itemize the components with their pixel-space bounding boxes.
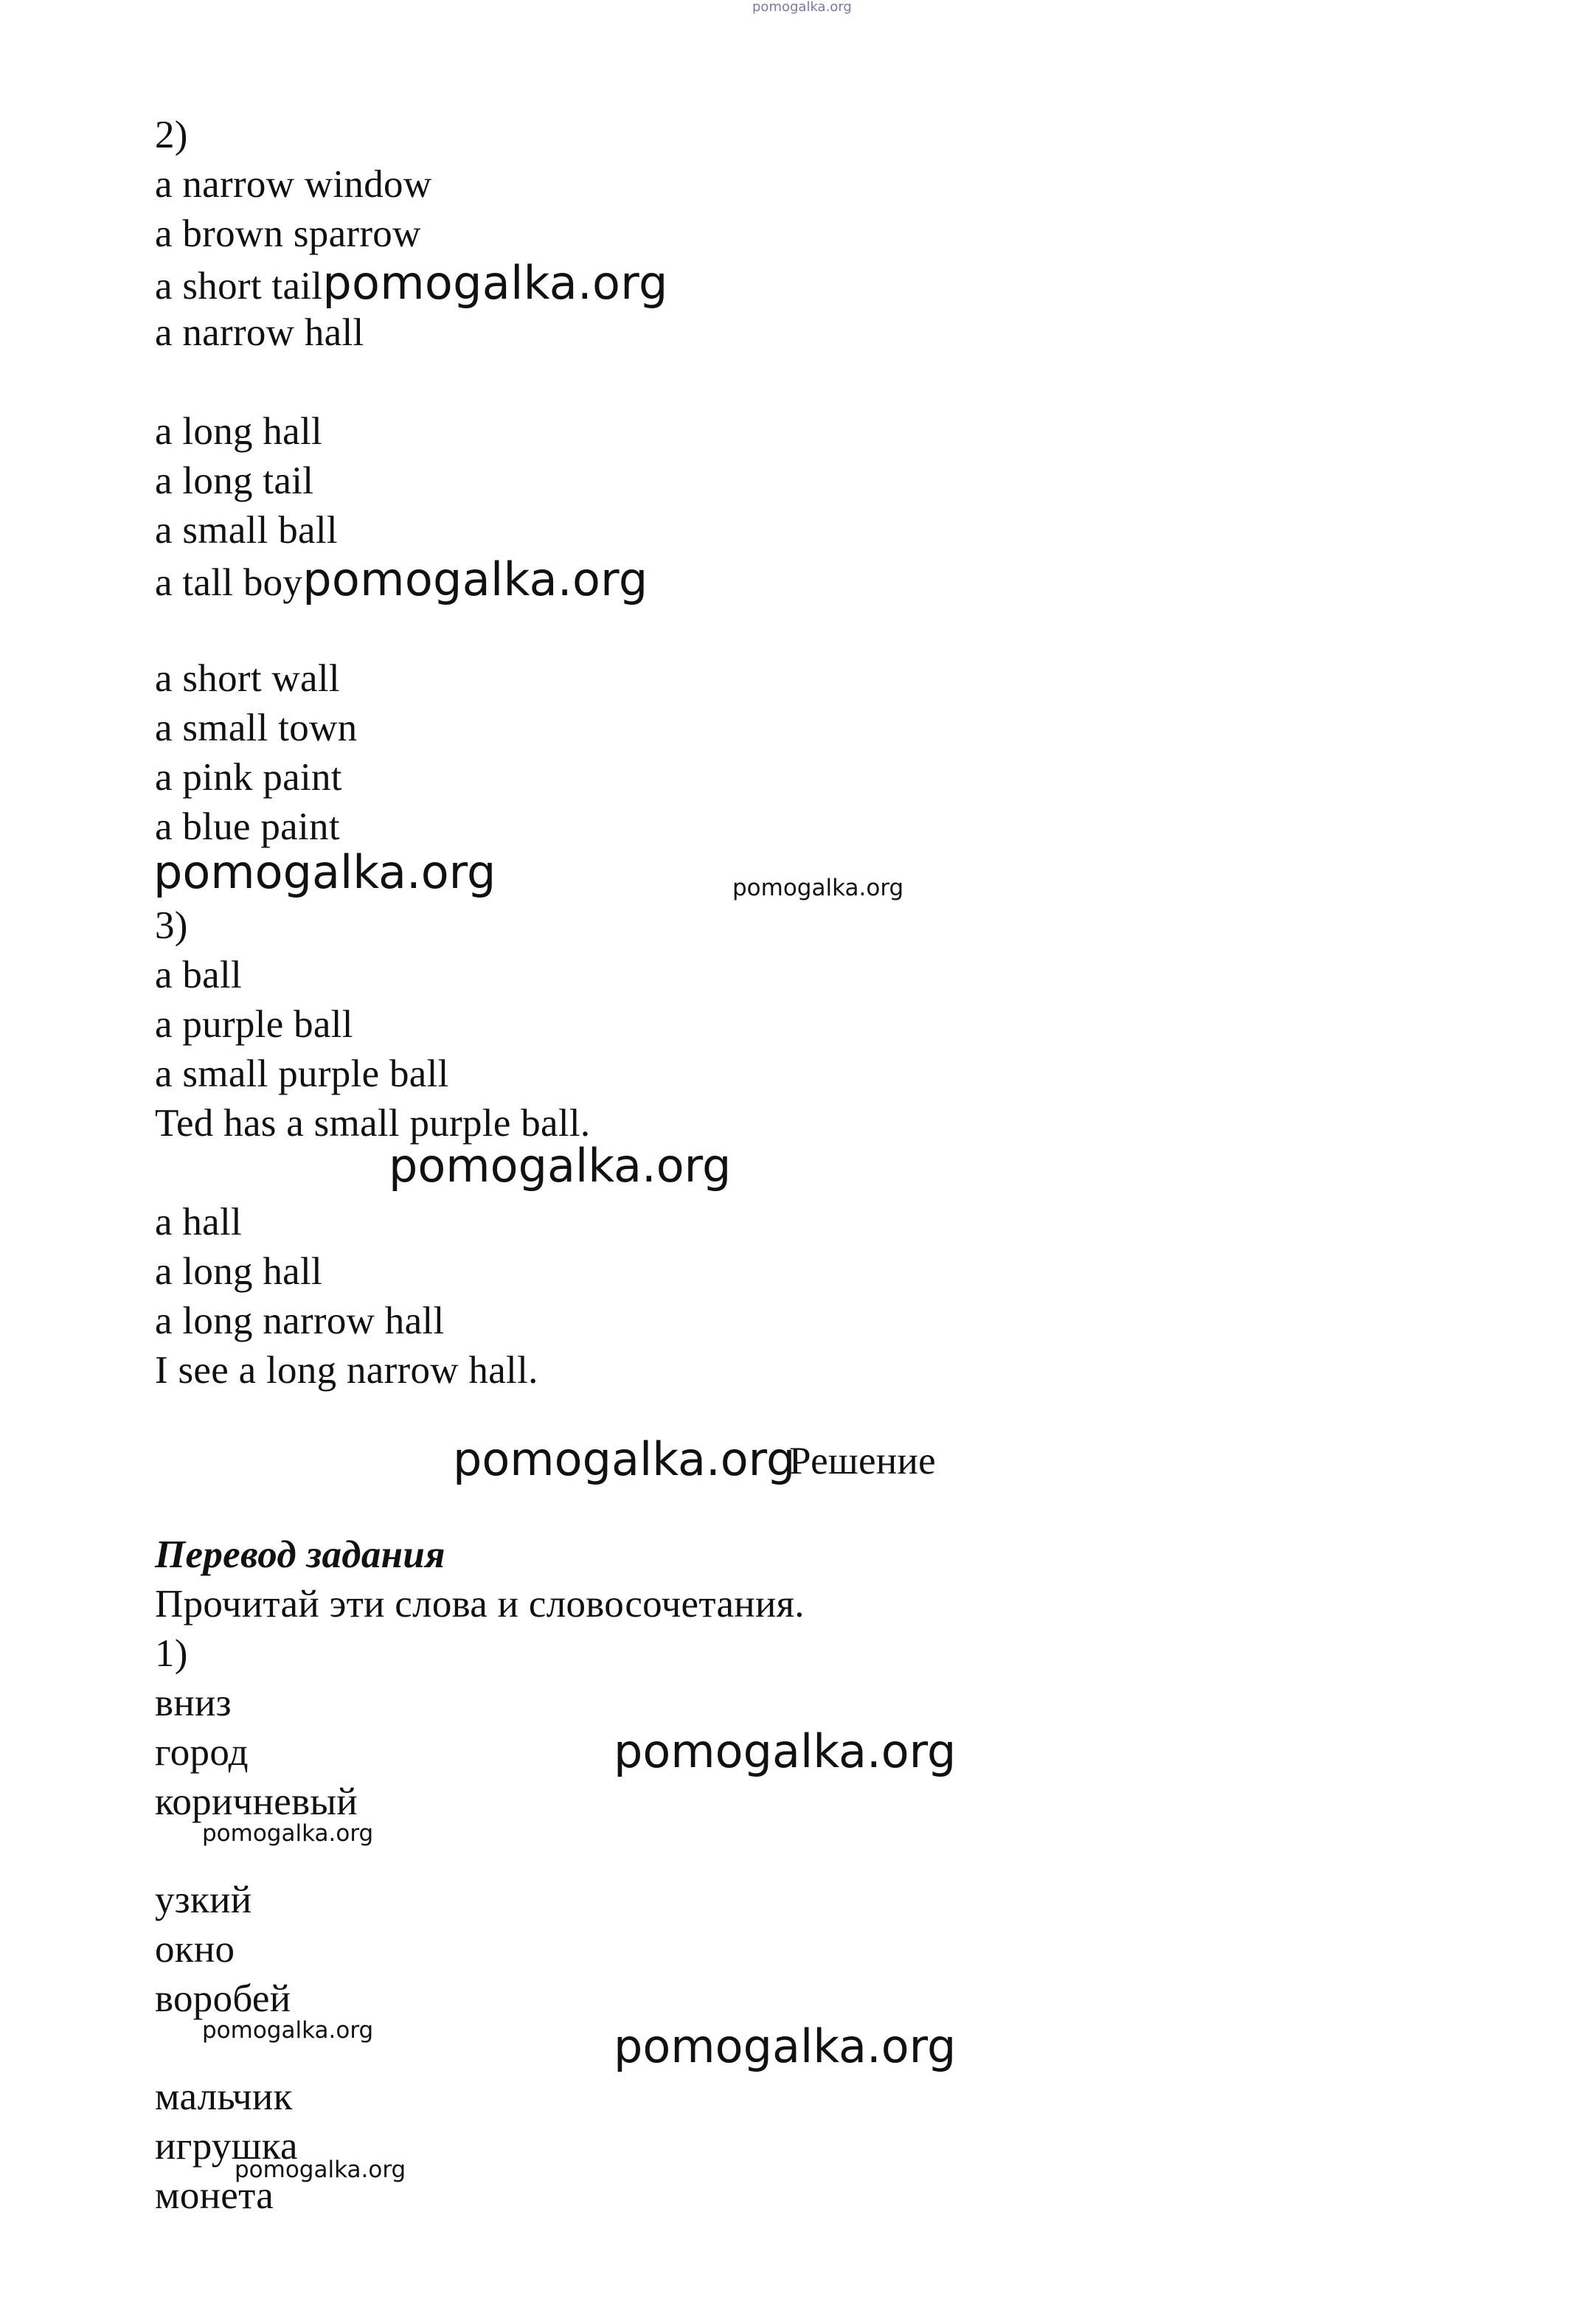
watermark: pomogalka.org bbox=[389, 1139, 732, 1193]
phrase: a short tailpomogalka.org bbox=[155, 256, 668, 310]
phrase: a small ball bbox=[155, 509, 338, 552]
word: узкий bbox=[155, 1878, 252, 1921]
translation-instruction: Прочитай эти слова и словосочетания. bbox=[155, 1583, 805, 1626]
word: окно bbox=[155, 1928, 235, 1971]
phrase: a purple ball bbox=[155, 1003, 353, 1046]
phrase: a hall bbox=[155, 1201, 243, 1243]
phrase: a short wall bbox=[155, 657, 340, 700]
phrase: a ball bbox=[155, 954, 243, 996]
watermark: pomogalka.org bbox=[153, 845, 496, 899]
phrase: a small town bbox=[155, 707, 358, 749]
watermark: pomogalka.org bbox=[732, 875, 904, 901]
word: город bbox=[155, 1731, 249, 1774]
watermark: pomogalka.org bbox=[453, 1432, 796, 1486]
phrase: a narrow hall bbox=[155, 311, 364, 354]
section-2-label: 2) bbox=[155, 114, 188, 156]
translation-label: 1) bbox=[155, 1632, 188, 1675]
word: воробей bbox=[155, 1977, 291, 2020]
word: монета bbox=[155, 2174, 274, 2217]
top-watermark: pomogalka.org bbox=[752, 0, 852, 15]
phrase: a long tail bbox=[155, 459, 314, 502]
watermark: pomogalka.org bbox=[202, 2017, 374, 2044]
translation-heading: Перевод задания bbox=[155, 1533, 445, 1576]
watermark: pomogalka.org bbox=[302, 552, 648, 606]
watermark: pomogalka.org bbox=[202, 1820, 374, 1847]
word: вниз bbox=[155, 1682, 232, 1724]
word: игрушка bbox=[155, 2125, 298, 2168]
phrase: a brown sparrow bbox=[155, 212, 421, 255]
sentence: I see a long narrow hall. bbox=[155, 1349, 538, 1392]
phrase: a small purple ball bbox=[155, 1052, 449, 1095]
sentence: Ted has a small purple ball. bbox=[155, 1102, 591, 1145]
phrase: a blue paint bbox=[155, 805, 340, 848]
phrase: a long narrow hall bbox=[155, 1300, 445, 1342]
phrase: a long hall bbox=[155, 1250, 323, 1293]
phrase: a narrow window bbox=[155, 163, 432, 206]
watermark: pomogalka.org bbox=[614, 1724, 957, 1778]
watermark: pomogalka.org bbox=[322, 256, 668, 310]
phrase: a long hall bbox=[155, 410, 323, 453]
word: коричневый bbox=[155, 1780, 358, 1823]
watermark: pomogalka.org bbox=[614, 2019, 957, 2073]
word: мальчик bbox=[155, 2075, 293, 2118]
section-3-label: 3) bbox=[155, 904, 188, 947]
phrase: a pink paint bbox=[155, 756, 342, 799]
solution-label: Решение bbox=[789, 1440, 936, 1482]
phrase: a tall boypomogalka.org bbox=[155, 552, 648, 606]
watermark: pomogalka.org bbox=[235, 2157, 406, 2183]
